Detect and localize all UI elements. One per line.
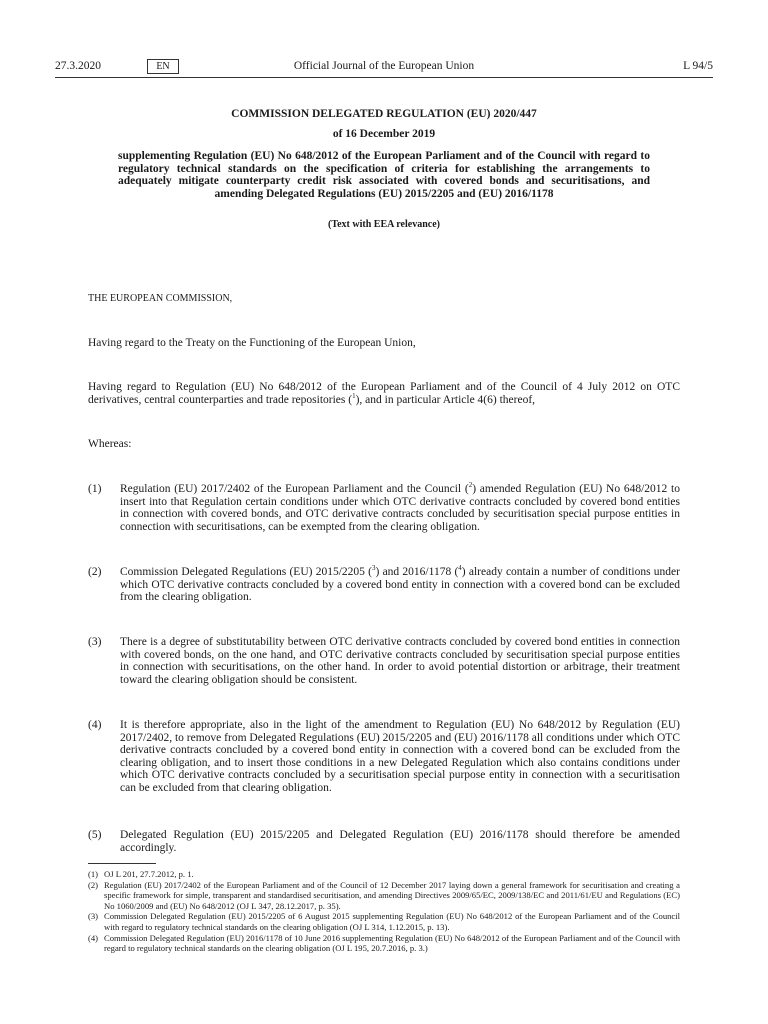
footnote-ref[interactable]: 2 [468, 481, 473, 490]
recital-text: It is therefore appropriate, also in the light of the amendment to Regulation (EU) No 648/2012 by Regulation (EU) 2017/2402, to remove from Delegated Regulations (EU) 2015/2205 and (EU) 2016/1178 all conditions under which OTC derivative contracts concluded by a covered bond entity in connection with a covered bond can be excluded from the clearing obligation, and to insert those conditions in a new Delegated Regulation which also contains conditions under which OTC derivative contracts concluded by a securitisation special purpose entity in connection with a securitisation can be excluded from that clearing obligation. [120, 719, 680, 794]
recital-text: Delegated Regulation (EU) 2015/2205 and Delegated Regulation (EU) 2016/1178 should therefore be amended accordingly. [120, 829, 680, 854]
header-date: 27.3.2020 [55, 60, 101, 72]
regulation-title: COMMISSION DELEGATED REGULATION (EU) 2020/447 [231, 108, 537, 120]
footnote-divider [88, 863, 156, 864]
recital-text-part: ) already contain a number of conditions under which OTC derivative contracts concluded by a covered bond entity in connection with a covered bond can be excluded from the clearing obligation. [120, 566, 680, 603]
footnote-number: (2) [88, 879, 99, 890]
recital-item [88, 566, 680, 604]
recital-item [88, 719, 680, 794]
recital-text: There is a degree of substitutability between OTC derivative contracts concluded by covered bond entities in connection with covered bonds, on the one hand, and OTC derivative contracts concluded by securitisation special purpose entities in connection with securitisations, on the other hand. In order to avoid potential distortion or arbitrage, their treatment toward the clearing obligation should be consistent. [120, 636, 680, 686]
recital-text-part: Commission Delegated Regulations (EU) 2015/2205 ( [120, 566, 372, 578]
footnote-number: (3) [88, 911, 99, 922]
recital-number: (4) [88, 719, 102, 731]
recital-number: (1) [88, 483, 102, 495]
footnote [88, 911, 680, 932]
footnote [88, 869, 680, 880]
regulation-subject: supplementing Regulation (EU) No 648/2012 of the European Parliament and of the Council with regard to regulatory technical standards on the specification of criteria for establishing the arrangements to adequately mitigate counterparty credit risk associated with covered bonds and securitisations, and amending Delegated Regulations (EU) 2015/2205 and (EU) 2016/1178 [118, 150, 650, 200]
footnotes [88, 869, 680, 954]
regulation-date: of 16 December 2019 [332, 128, 436, 140]
recital-text-part: Regulation (EU) 2017/2402 of the European Parliament and the Council ( [120, 483, 469, 495]
eea-relevance: (Text with EEA relevance) [328, 219, 440, 230]
recital-text-part: ) amended Regulation (EU) No 648/2012 to insert into that Regulation certain conditions under which OTC derivative contracts concluded by covered bond entities in connection with covered bonds, and OTC derivative contracts concluded by securitisation special purpose entities in connection with securitisations, can be exempted from the clearing obligation. [120, 483, 680, 533]
recital-text [120, 483, 680, 533]
commission-heading: THE EUROPEAN COMMISSION, [88, 293, 233, 304]
whereas-heading: Whereas: [88, 438, 132, 450]
footnote-text: Commission Delegated Regulation (EU) 2015/2205 of 6 August 2015 supplementing Regulation (EU) No 648/2012 of the European Parliament and of the Council with regard to regulatory technical standards on the clearing obligation (OJ L 314, 1.12.2015, p. 13). [104, 911, 680, 932]
journal-title: Official Journal of the European Union [293, 60, 475, 72]
recital-item [88, 483, 680, 533]
recital-number: (5) [88, 829, 102, 841]
regulation-citation [88, 381, 680, 406]
language-badge: EN [147, 59, 179, 74]
footnote-ref[interactable]: 3 [371, 564, 376, 573]
footnote-number: (1) [88, 869, 99, 879]
page-reference: L 94/5 [683, 60, 713, 72]
recital-item [88, 829, 680, 854]
footnote [88, 880, 680, 912]
footnote-ref[interactable]: 4 [458, 564, 462, 573]
treaty-citation: Having regard to the Treaty on the Functioning of the European Union, [88, 337, 416, 349]
journal-header [55, 60, 713, 76]
footnote-text: OJ L 201, 27.7.2012, p. 1. [104, 869, 194, 879]
recital-text-part: ) and 2016/1178 ( [375, 566, 459, 578]
footnote-text: Commission Delegated Regulation (EU) 2016/1178 of 10 June 2016 supplementing Regulation (EU) No 648/2012 of the European Parliament and of the Council with regard to regulatory technical standards on the clearing obligation (OJ L 195, 20.7.2016, p. 3.) [104, 932, 680, 954]
footnote-text: Regulation (EU) 2017/2402 of the European Parliament and of the Council of 12 December 2017 laying down a general framework for securitisation and creating a specific framework for simple, transparent and standardised securitisation, and amending Directives 2009/65/EC, 2009/138/EC and 2011/61/EU and Regulations (EC) No 1060/2009 and (EU) No 648/2012 (OJ L 347, 28.12.2017, p. 35). [104, 879, 680, 911]
recital-text [120, 566, 680, 604]
footnote-number: (4) [88, 932, 99, 943]
footnote-ref[interactable]: 1 [352, 391, 356, 400]
recital-number: (2) [88, 566, 102, 578]
footnote [88, 933, 680, 954]
citation-text: Having regard to Regulation (EU) No 648/2012 of the European Parliament and of the Council of 4 July 2012 on OTC derivatives, central counterparties and trade repositories ( [88, 381, 680, 406]
recital-number: (3) [88, 636, 102, 648]
recital-item [88, 636, 680, 686]
citation-text: ), and in particular Article 4(6) thereof, [355, 393, 536, 406]
header-divider [55, 77, 713, 78]
